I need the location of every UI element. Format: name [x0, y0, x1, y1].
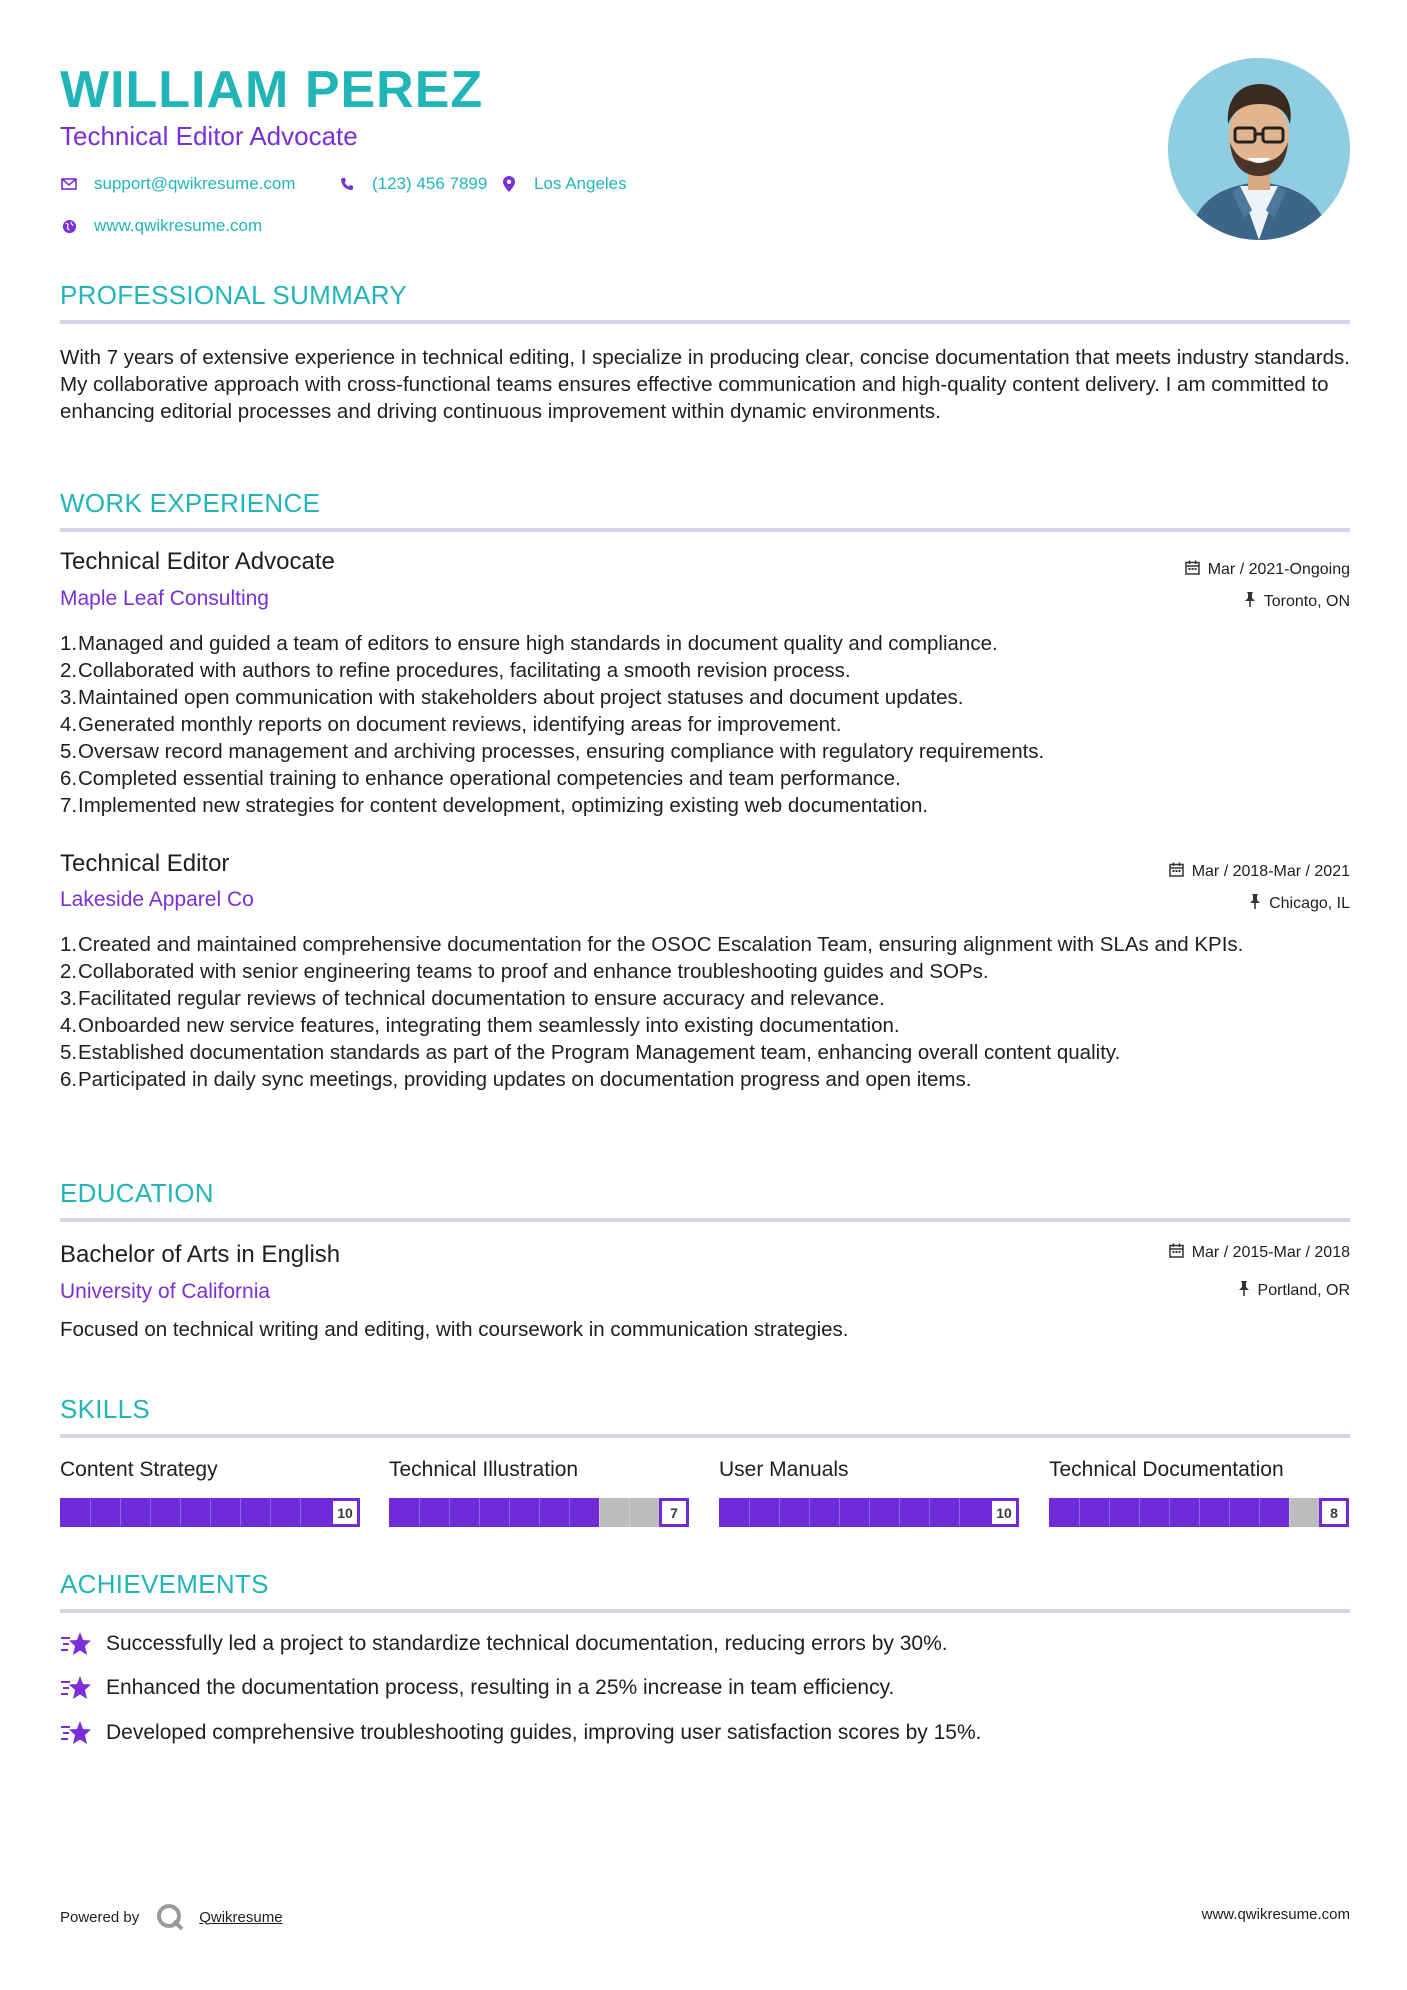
phone-icon [338, 175, 356, 193]
skill-bar-segment-divider [869, 1498, 870, 1527]
skill-level-bar [719, 1498, 1019, 1527]
education-degree: Bachelor of Arts in English [60, 1241, 341, 1268]
summary-text: With 7 years of extensive experience in technical editing, I specialize in producing clear, concise documentation that meets industry standards. My collaborative approach with cross-functional teams ensures effective communication and high-quality content delivery. I am committed to enhancing editorial processes and driving continuous improvement within dynamic environments. [60, 346, 1350, 423]
achievement-item [60, 1674, 894, 1702]
job-dates-2 [1169, 862, 1350, 882]
skill-level-value: 8 [1319, 1498, 1349, 1527]
pushpin-icon [1238, 1281, 1250, 1301]
star-icon [60, 1719, 92, 1747]
achievement-item [60, 1630, 948, 1658]
skill-bar-segment-divider [1139, 1498, 1140, 1527]
skill-level-fill [389, 1498, 599, 1527]
job-dates-1 [1185, 560, 1350, 580]
skill-bar-segment-divider [1109, 1498, 1110, 1527]
achievement-text: Enhanced the documentation process, resulting in a 25% increase in team efficiency. [106, 1676, 895, 1699]
job-location-1 [1244, 592, 1350, 612]
envelope-icon [60, 175, 78, 193]
star-icon [60, 1674, 92, 1702]
contact-location [500, 174, 627, 194]
skill-level-value: 10 [989, 1498, 1019, 1527]
skills-heading: SKILLS [60, 1394, 150, 1424]
skill-bar-segment-divider [419, 1498, 420, 1527]
location-text: Los Angeles [534, 174, 627, 193]
skill-bar-segment-divider [509, 1498, 510, 1527]
skill-level-bar [60, 1498, 360, 1527]
list-item: Generated monthly reports on document reviews, identifying areas for improvement. [78, 713, 842, 736]
list-item: Managed and guided a team of editors to ensure high standards in document quality and compliance. [78, 632, 998, 655]
skill-bar-segment-divider [240, 1498, 241, 1527]
list-item: Created and maintained comprehensive documentation for the OSOC Escalation Team, ensuring alignment with SLAs and KPIs. [78, 933, 1244, 956]
skill-bar-segment-divider [479, 1498, 480, 1527]
calendar-icon [1185, 560, 1200, 580]
skill-bar-segment-divider [1229, 1498, 1230, 1527]
skill-bar-segment-divider [1169, 1498, 1170, 1527]
skill-bar-segment-divider [1259, 1498, 1260, 1527]
job-title-1: Technical Editor Advocate [60, 548, 335, 575]
job-bullets-1 [60, 630, 1350, 819]
list-item: Oversaw record management and archiving processes, ensuring compliance with regulatory requirements. [78, 740, 1045, 763]
education-description: Focused on technical writing and editing, with coursework in communication strategies. [60, 1318, 849, 1341]
education-heading: EDUCATION [60, 1178, 214, 1208]
skill-bar-segment-divider [599, 1498, 600, 1527]
skill-bar-segment-divider [629, 1498, 630, 1527]
job-company-1: Maple Leaf Consulting [60, 587, 269, 610]
list-item: Completed essential training to enhance operational competencies and team performance. [78, 767, 901, 790]
skill-bar-segment-divider [1289, 1498, 1290, 1527]
list-item: Collaborated with authors to refine procedures, facilitating a smooth revision process. [78, 659, 851, 682]
list-item: Implemented new strategies for content development, optimizing existing web documentation. [78, 794, 929, 817]
powered-by-label: Powered by [60, 1908, 140, 1926]
list-item: Collaborated with senior engineering teams to proof and enhance troubleshooting guides and SOPs. [78, 960, 989, 983]
contact-phone[interactable] [338, 174, 487, 194]
calendar-icon [1169, 1243, 1184, 1263]
skill-bar-segment-divider [749, 1498, 750, 1527]
summary-divider [60, 320, 1350, 324]
footer-powered [60, 1902, 283, 1932]
skill-bar-segment-divider [959, 1498, 960, 1527]
achievement-text: Successfully led a project to standardize technical documentation, reducing errors by 30%. [106, 1632, 948, 1655]
calendar-icon [1169, 862, 1184, 882]
list-item: Maintained open communication with stakeholders about project statuses and document updates. [78, 686, 964, 709]
education-dates [1169, 1243, 1350, 1263]
phone-text: (123) 456 7899 [372, 174, 488, 193]
achievement-item [60, 1719, 981, 1747]
skill-name: Technical Illustration [389, 1458, 579, 1481]
achievements-heading: ACHIEVEMENTS [60, 1569, 269, 1599]
skill-level-bar [1049, 1498, 1349, 1527]
pushpin-icon [1244, 592, 1256, 612]
pushpin-icon [1249, 894, 1261, 914]
contact-email[interactable] [60, 174, 296, 194]
skill-bar-segment-divider [1079, 1498, 1080, 1527]
skill-bar-segment-divider [809, 1498, 810, 1527]
skill-bar-segment-divider [839, 1498, 840, 1527]
job-dates-text-1: Mar / 2021-Ongoing [1207, 561, 1350, 578]
skills-divider [60, 1434, 1350, 1438]
job-location-text-2: Chicago, IL [1269, 895, 1350, 912]
email-text[interactable]: support@qwikresume.com [94, 174, 296, 193]
skill-name: Content Strategy [60, 1458, 218, 1481]
skill-bar-segment-divider [90, 1498, 91, 1527]
list-item: Facilitated regular reviews of technical documentation to ensure accuracy and relevance. [78, 987, 885, 1010]
skill-bar-segment-divider [779, 1498, 780, 1527]
candidate-name: WILLIAM PEREZ [60, 61, 484, 119]
profile-photo [1168, 58, 1350, 240]
skill-name: Technical Documentation [1049, 1458, 1284, 1481]
summary-heading: PROFESSIONAL SUMMARY [60, 280, 407, 310]
globe-icon [60, 217, 78, 235]
education-dates-text: Mar / 2015-Mar / 2018 [1191, 1244, 1350, 1261]
skill-level-value: 10 [330, 1498, 360, 1527]
skill-bar-segment-divider [210, 1498, 211, 1527]
skill-bar-segment-divider [120, 1498, 121, 1527]
education-school: University of California [60, 1280, 271, 1303]
website-text[interactable]: www.qwikresume.com [94, 216, 263, 235]
achievements-divider [60, 1609, 1350, 1613]
skill-bar-segment-divider [150, 1498, 151, 1527]
footer-url[interactable]: www.qwikresume.com [1201, 1906, 1350, 1923]
job-location-text-1: Toronto, ON [1263, 593, 1350, 610]
education-divider [60, 1218, 1350, 1222]
achievement-text: Developed comprehensive troubleshooting guides, improving user satisfaction scores by 15%. [106, 1721, 982, 1744]
list-item: Established documentation standards as part of the Program Management team, enhancing overall content quality. [78, 1041, 1121, 1064]
skill-bar-segment-divider [180, 1498, 181, 1527]
education-location-text: Portland, OR [1257, 1282, 1350, 1299]
skill-bar-segment-divider [899, 1498, 900, 1527]
list-item: Onboarded new service features, integrating them seamlessly into existing documentation. [78, 1014, 900, 1037]
skill-bar-segment-divider [300, 1498, 301, 1527]
map-pin-icon [500, 175, 518, 193]
job-dates-text-2: Mar / 2018-Mar / 2021 [1191, 863, 1350, 880]
skill-bar-segment-divider [270, 1498, 271, 1527]
skill-level-value: 7 [659, 1498, 689, 1527]
contact-website[interactable] [60, 216, 262, 236]
skill-bar-segment-divider [929, 1498, 930, 1527]
list-item: Participated in daily sync meetings, providing updates on documentation progress and open items. [78, 1068, 972, 1091]
candidate-title: Technical Editor Advocate [60, 121, 358, 151]
skill-item [60, 1458, 360, 1527]
star-icon [60, 1630, 92, 1658]
education-location [1238, 1281, 1350, 1301]
experience-divider [60, 528, 1350, 532]
job-location-2 [1249, 894, 1350, 914]
skill-item [1049, 1458, 1349, 1527]
skill-item [719, 1458, 1019, 1527]
job-company-2: Lakeside Apparel Co [60, 888, 254, 911]
skill-bar-segment-divider [1199, 1498, 1200, 1527]
job-title-2: Technical Editor [60, 850, 230, 877]
brand-link[interactable]: Qwikresume [199, 1908, 283, 1926]
skill-bar-segment-divider [539, 1498, 540, 1527]
skill-name: User Manuals [719, 1458, 849, 1481]
experience-heading: WORK EXPERIENCE [60, 488, 321, 518]
skill-bar-segment-divider [569, 1498, 570, 1527]
job-bullets-2 [60, 931, 1350, 1093]
skill-bar-segment-divider [449, 1498, 450, 1527]
skill-level-bar [389, 1498, 689, 1527]
qwikresume-logo-icon [155, 1902, 185, 1932]
skill-item [389, 1458, 689, 1527]
